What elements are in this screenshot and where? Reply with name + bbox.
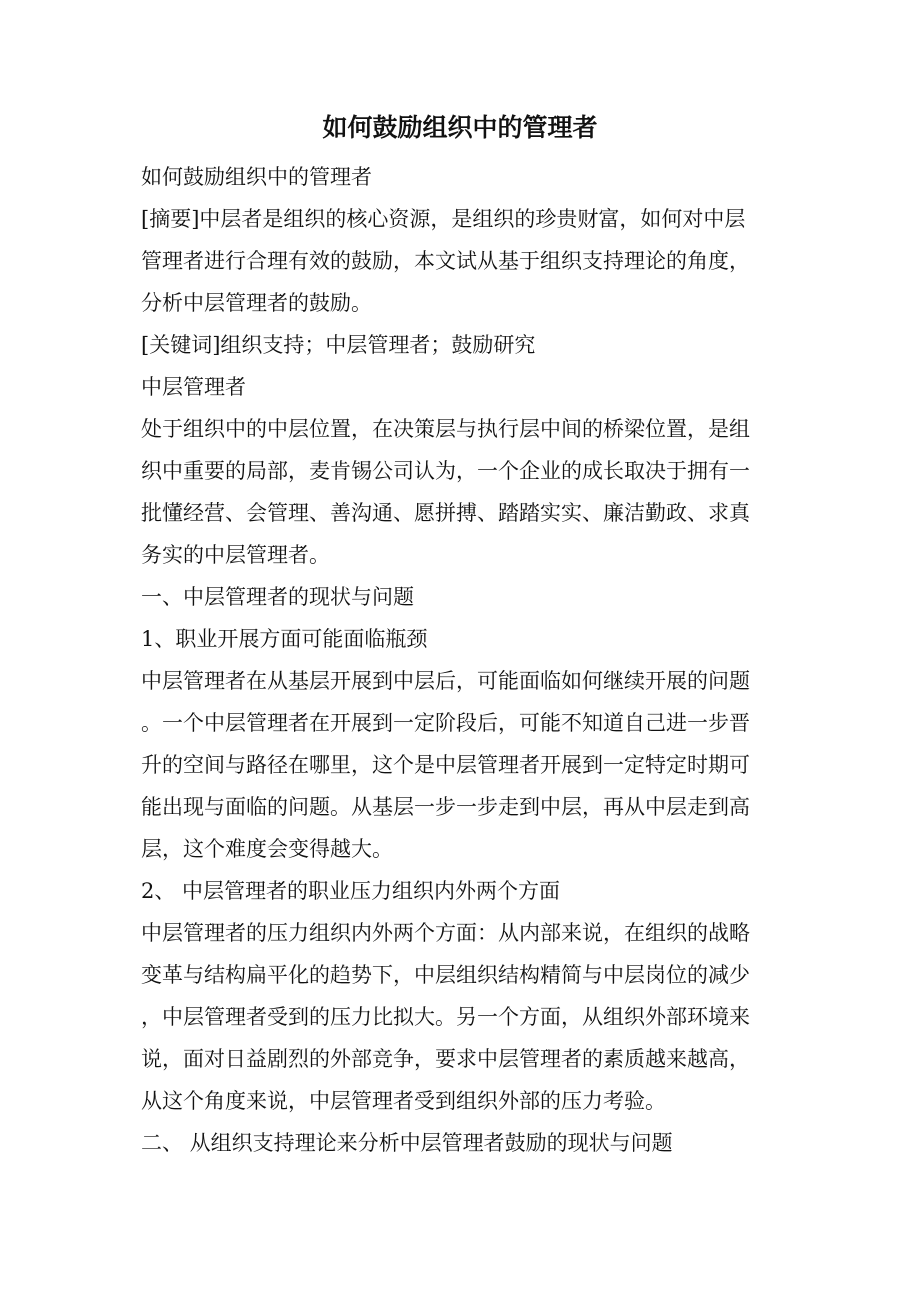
section-heading-middle-managers: 中层管理者: [141, 375, 246, 399]
paragraph-line: 变革与结构扁平化的趋势下，中层组织结构精简与中层岗位的减少: [141, 963, 750, 987]
paragraph-line: 织中重要的局部，麦肯锡公司认为，一个企业的成长取决于拥有一: [141, 459, 750, 483]
paragraph-line: 。一个中层管理者在开展到一定阶段后，可能不知道自己进一步晋: [141, 711, 750, 735]
paragraph-line: 中层管理者的压力组织内外两个方面：从内部来说，在组织的战略: [141, 921, 750, 945]
section-heading-2: 二、 从组织支持理论来分析中层管理者鼓励的现状与问题: [141, 1131, 673, 1155]
abstract-line-3: 分析中层管理者的鼓励。: [141, 291, 372, 315]
document-title: 如何鼓励组织中的管理者: [322, 113, 598, 142]
paragraph-line: ，中层管理者受到的压力比拟大。另一个方面，从组织外部环境来: [141, 1005, 750, 1029]
subtitle-line: 如何鼓励组织中的管理者: [141, 165, 372, 189]
paragraph-line: 层，这个难度会变得越大。: [141, 837, 393, 861]
paragraph-line: 能出现与面临的问题。从基层一步一步走到中层，再从中层走到高: [141, 795, 750, 819]
keywords-line: [关键词]组织支持；中层管理者；鼓励研究: [141, 333, 536, 357]
subsection-heading-1: 1、职业开展方面可能面临瓶颈: [141, 627, 428, 651]
paragraph-line: 升的空间与路径在哪里，这个是中层管理者开展到一定特定时期可: [141, 753, 750, 777]
subsection-heading-2: 2、 中层管理者的职业压力组织内外两个方面: [141, 879, 561, 903]
paragraph-line: 批懂经营、会管理、善沟通、愿拼搏、踏踏实实、廉洁勤政、求真: [141, 501, 750, 525]
paragraph-line: 务实的中层管理者。: [141, 543, 330, 567]
paragraph-line: 说，面对日益剧烈的外部竞争，要求中层管理者的素质越来越高，: [141, 1047, 750, 1071]
abstract-line-2: 管理者进行合理有效的鼓励，本文试从基于组织支持理论的角度，: [141, 249, 750, 273]
paragraph-line: 中层管理者在从基层开展到中层后，可能面临如何继续开展的问题: [141, 669, 750, 693]
paragraph-line: 从这个角度来说，中层管理者受到组织外部的压力考验。: [141, 1089, 666, 1113]
document-body: [141, 156, 781, 1164]
abstract-line-1: [摘要]中层者是组织的核心资源，是组织的珍贵财富，如何对中层: [141, 207, 746, 231]
section-heading-1: 一、中层管理者的现状与问题: [141, 585, 414, 609]
paragraph-line: 处于组织中的中层位置，在决策层与执行层中间的桥梁位置，是组: [141, 417, 750, 441]
